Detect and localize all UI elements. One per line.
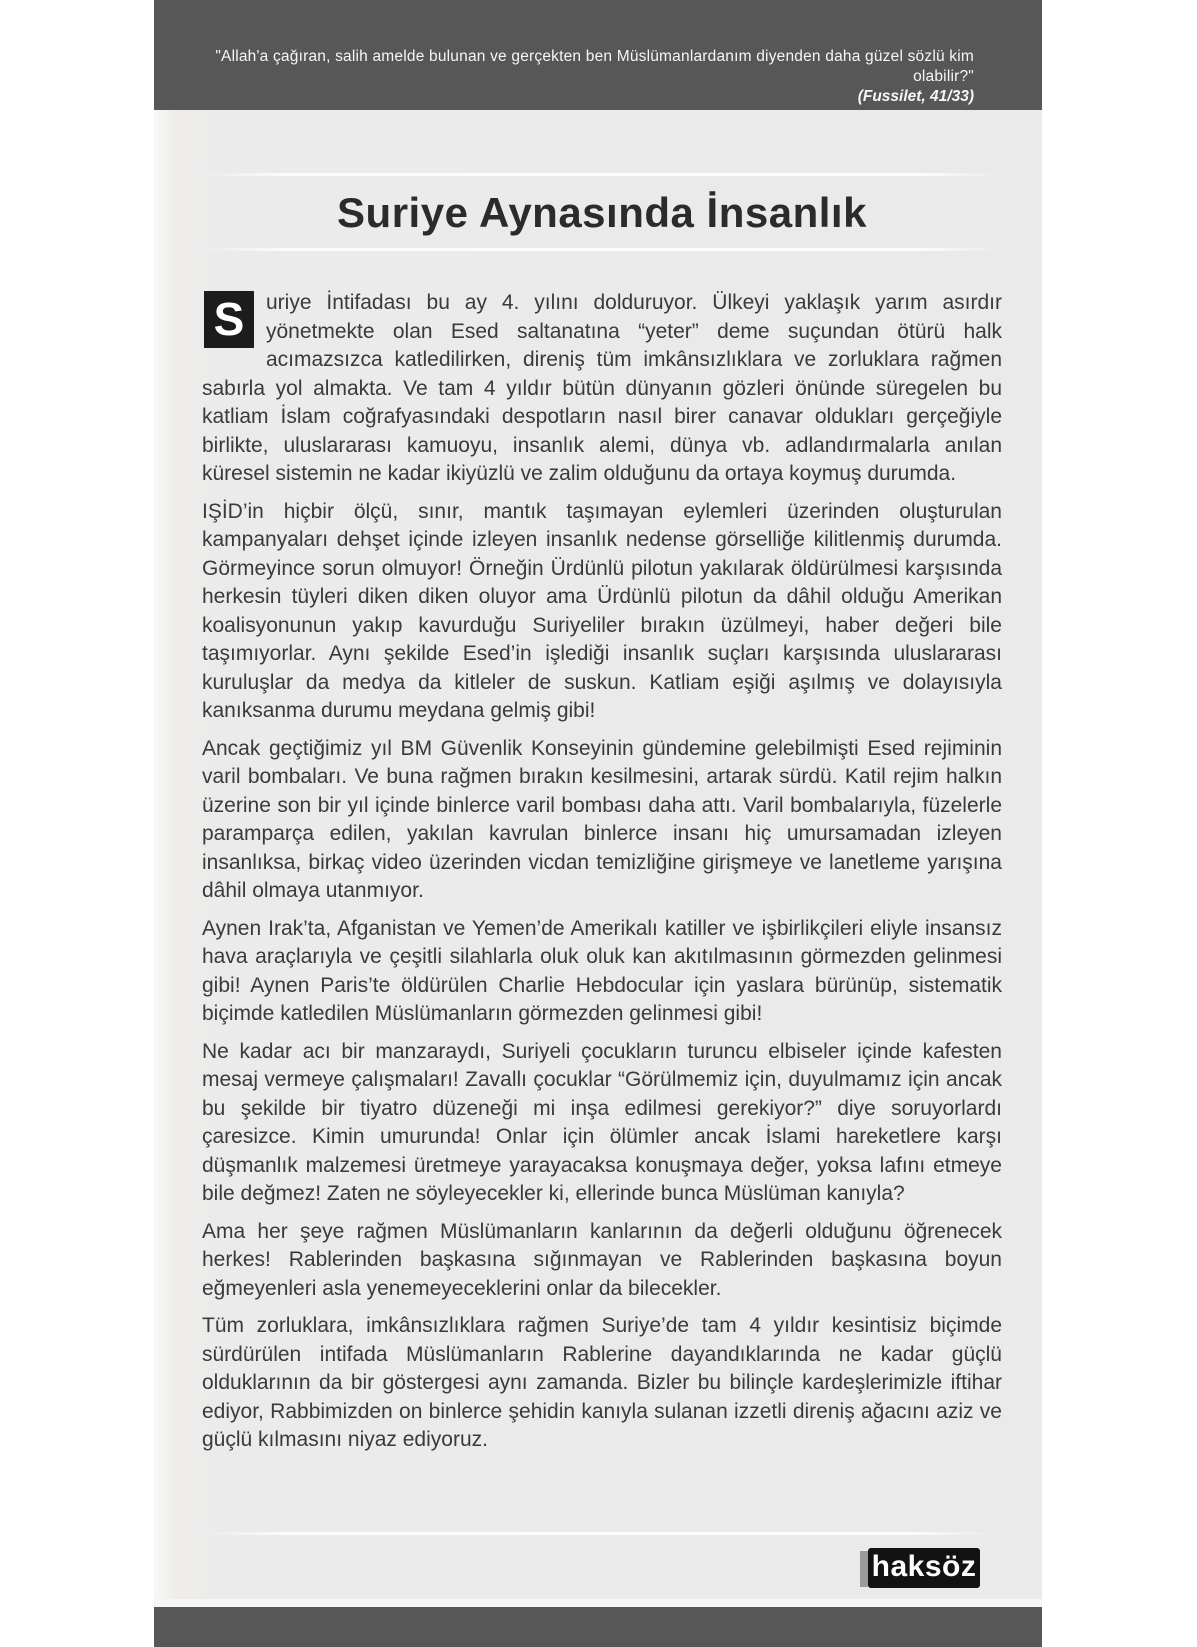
header-quote-source: (Fussilet, 41/33) bbox=[857, 88, 974, 105]
paragraph-4: Aynen Irak’ta, Afganistan ve Yemen’de Amerikalı katiller ve işbirlikçileri eliyle insansız hava araçlarıyla ve çeşitli silahlarla oluk oluk kan akıtılmasının görmezden gelinmesi gibi! Aynen Paris’te öldürülen Charlie Hebdocular için yaslara bürünüp, sistematik biçimde katledilen Müslümanların görmezden gelinmesi gibi! bbox=[202, 916, 1002, 1025]
footer-band bbox=[154, 1607, 1042, 1647]
paragraph-3: Ancak geçtiğimiz yıl BM Güvenlik Konseyinin gündemine gelebilmişti Esed rejiminin varil bombaları. Ve buna rağmen bırakın kesilmesini, artarak sürdü. Katil rejim halkın üzerine son bir yıl içinde binlerce varil bombası daha attı. Varil bombalarıyla, füzelerle paramparça edilen, yakılan kavrulan binlerce insanı hiç umursamadan izleyen insanlıksa, birkaç video üzerinden vicdan temizliğine girişmeye ve lanetleme yarışına dâhil olmaya utanmıyor. bbox=[202, 736, 1002, 902]
drop-cap: S bbox=[204, 291, 254, 348]
lead-paragraph bbox=[202, 289, 1002, 489]
magazine-page bbox=[154, 0, 1042, 1647]
lead-paragraph-text: uriye İntifadası bu ay 4. yılını dolduruyor. Ülkeyi yaklaşık yarım asırdır yönetmekte olan Esed saltanatına “yeter” deme suçundan ötürü halk acımazsızca katledilirken, direniş tüm imkânsızlıklara ve zorluklara rağmen sabırla yol almakta. Ve tam 4 yıldır bütün dünyanın gözleri önünde süregelen bu katliam İslam coğrafyasındaki despotların nasıl birer canavar oldukları gerçeğiyle birlikte, uluslararası kamuoyu, insanlık alemi, dünya vb. adlandırmalarla anılan küresel sistemin ne kadar ikiyüzlü ve zalim olduğunu da ortaya koymuş durumda. bbox=[202, 291, 1002, 485]
footer-rule bbox=[202, 1532, 992, 1535]
logo-wordmark: haksöz bbox=[868, 1548, 980, 1588]
header-quote: "Allah'a çağıran, salih amelde bulunan ve gerçekten ben Müslümanlardanım diyenden daha güzel sözlü kim olabilir?" bbox=[215, 48, 974, 85]
footer-gap-line bbox=[154, 1599, 1042, 1607]
paragraph-6: Ama her şeye rağmen Müslümanların kanlarının da değerli olduğunu öğrenecek herkes! Rablerinden başkasına sığınmayan ve Rablerinden başkasına boyun eğmeyenleri asla yenemeyeceklerini onlar da bilecekler. bbox=[202, 1219, 1002, 1300]
paragraph-2: IŞİD’in hiçbir ölçü, sınır, mantık taşımayan eylemleri üzerinden oluşturulan kampanyaları dehşet içinde izleyen insanlık nedense görselliğe kilitlenmiş durumda. Görmeyince sorun olmuyor! Örneğin Ürdünlü pilotun yakılarak öldürülmesi karşısında herkesin tüyleri diken diken oluyor ama Ürdünlü pilotun da dâhil olduğu Amerikan koalisyonunun yakıp kavurduğu Suriyeliler bırakın üzülmeyi, haber değeri bile taşımıyorlar. Aynı şekilde Esed’in işlediği insanlık suçları karşısında uluslararası kuruluşlar da medya da kitleler de suskun. Katliam eşiği aşılmış ve dolayısıyla kanıksanma durumu meydana gelmiş gibi! bbox=[202, 499, 1002, 722]
header-band bbox=[154, 0, 1042, 110]
paragraph-7: Tüm zorluklara, imkânsızlıklara rağmen Suriye’de tam 4 yıldır kesintisiz biçimde sürdürülen intifada Müslümanların Rablerine dayandıklarında ne kadar güçlü olduklarının da bir göstergesi aynı zamanda. Bizler bu bilinçle kardeşlerimizle iftihar ediyor, Rabbimizden on binlerce şehidin kanıyla sulanan izzetli direniş ağacını aziz ve güçlü kılmasını niyaz ediyoruz. bbox=[202, 1314, 1002, 1451]
haksoz-logo bbox=[860, 1548, 980, 1588]
logo-accent-bar bbox=[860, 1551, 868, 1587]
title-rule-bottom bbox=[202, 248, 1002, 251]
page-body bbox=[154, 110, 1042, 1599]
article-text bbox=[202, 289, 1002, 1455]
title-rule-top bbox=[202, 173, 1002, 176]
paragraph-5: Ne kadar acı bir manzaraydı, Suriyeli çocukların turuncu elbiseler içinde kafesten mesaj vermeye çalışmaları! Zavallı çocuklar “Görülmemiz için, duyulmamız için ancak bu şekilde bir tiyatro düzeneği mi inşa edilmesi gerekiyor?” diye soruyorlardı çaresizce. Kimin umurunda! Onlar için ölümler ancak İslami hareketlere karşı düşmanlık malzemesi üretmeye yarayacaksa konuşmaya değer, yoksa lafını etmeye bile değmez! Zaten ne söyleyecekler ki, ellerinde bunca Müslüman kanıyla? bbox=[202, 1039, 1002, 1205]
article-title: Suriye Aynasında İnsanlık bbox=[337, 189, 867, 236]
